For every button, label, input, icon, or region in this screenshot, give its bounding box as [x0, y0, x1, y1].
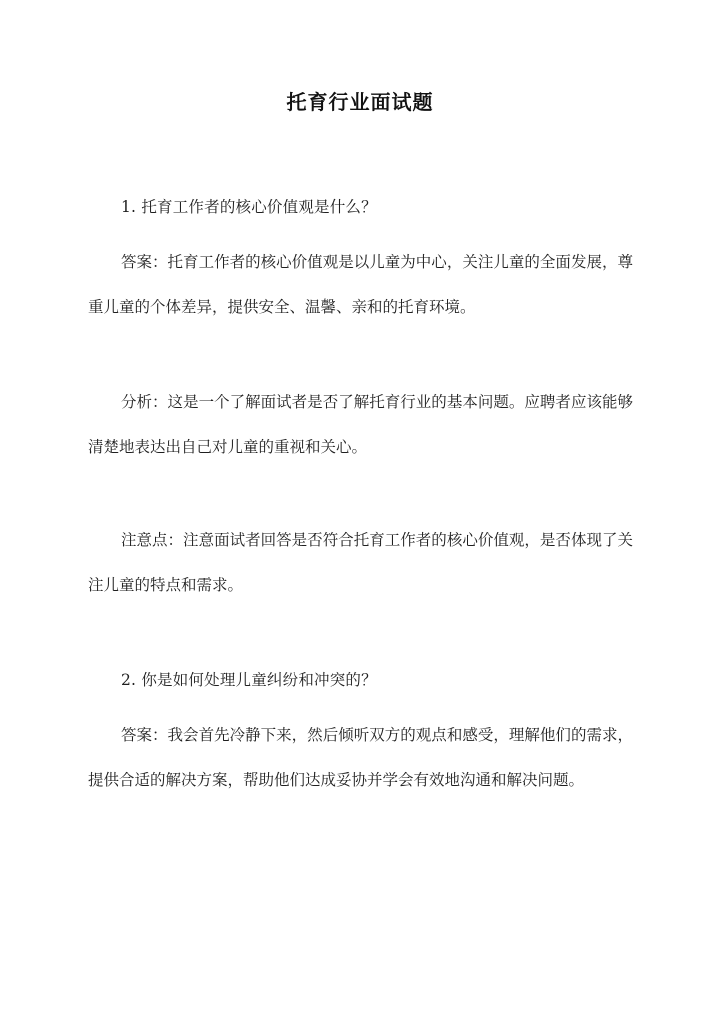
- question-1: 1. 托育工作者的核心价值观是什么？: [121, 198, 377, 216]
- answer-1: 答案：托育工作者的核心价值观是以儿童为中心，关注儿童的全面发展，尊重儿童的个体差异，提供安全、温馨、亲和的托育环境。: [88, 253, 633, 316]
- question-2: 2. 你是如何处理儿童纠纷和冲突的？: [121, 671, 377, 689]
- analysis-1: 分析：这是一个了解面试者是否了解托育行业的基本问题。应聘者应该能够清楚地表达出自己对儿童的重视和关心。: [88, 393, 633, 456]
- page-title: 托育行业面试题: [286, 90, 434, 114]
- answer-2: 答案：我会首先冷静下来，然后倾听双方的观点和感受，理解他们的需求，提供合适的解决方案，帮助他们达成妥协并学会有效地沟通和解决问题。: [88, 726, 633, 789]
- note-1: 注意点：注意面试者回答是否符合托育工作者的核心价值观，是否体现了关注儿童的特点和需求。: [88, 531, 633, 594]
